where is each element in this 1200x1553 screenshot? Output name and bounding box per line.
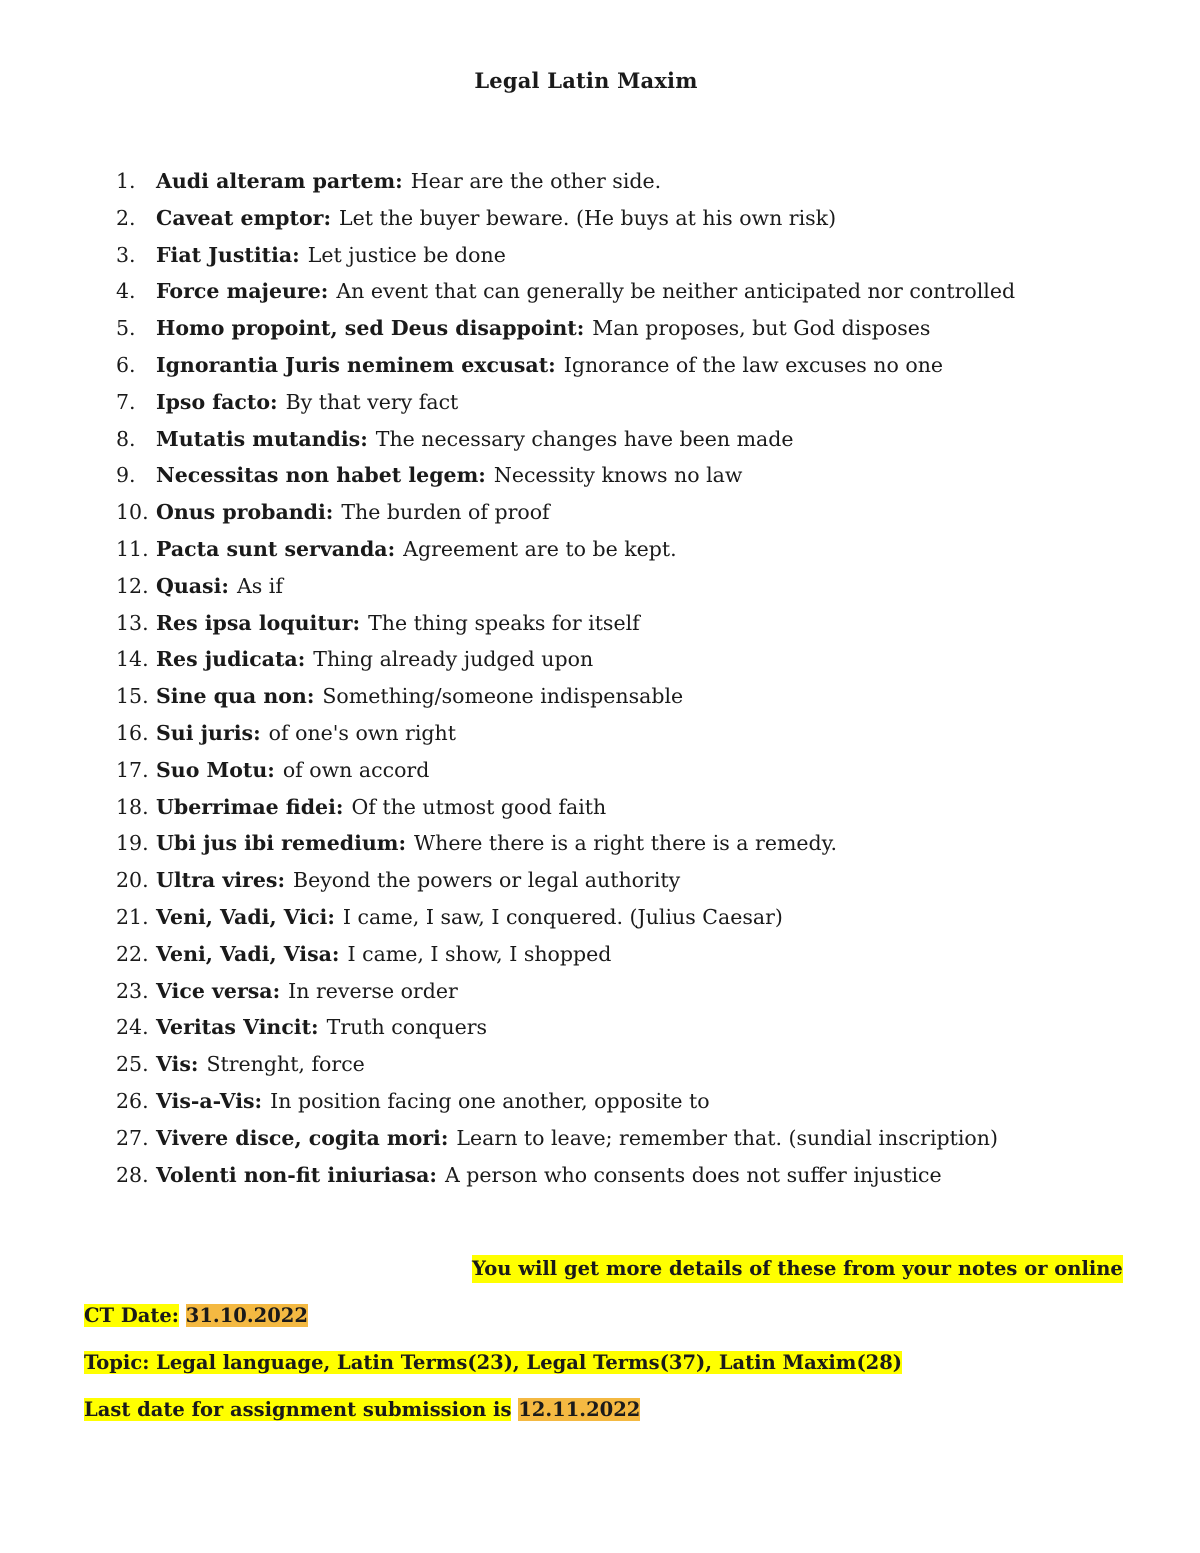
maxim-definition: of own accord xyxy=(282,757,430,782)
maxim-number: 2. xyxy=(116,205,136,230)
maxim-number: 27. xyxy=(116,1125,149,1150)
maxim-definition: By that very fact xyxy=(285,389,459,414)
maxim-term: Suo Motu: xyxy=(156,757,275,782)
list-item xyxy=(116,605,1015,642)
list-item xyxy=(116,163,1015,200)
maxim-definition: of one's own right xyxy=(268,720,456,745)
maxim-term: Pacta sunt servanda: xyxy=(156,536,396,561)
maxim-term: Vice versa: xyxy=(156,978,281,1003)
maxim-term: Volenti non-fit iniuriasa: xyxy=(156,1162,437,1187)
maxim-term: Ipso facto: xyxy=(156,389,278,414)
maxim-number: 7. xyxy=(116,389,136,414)
submission-line xyxy=(84,1396,640,1424)
maxim-definition: Strenght, force xyxy=(206,1052,365,1077)
maxim-term: Onus probandi: xyxy=(156,500,334,525)
ct-date-value: 31.10.2022 xyxy=(185,1304,308,1327)
maxim-term: Veni, Vadi, Visa: xyxy=(156,941,340,966)
maxim-term: Quasi: xyxy=(156,573,229,598)
maxim-term: Veritas Vincit: xyxy=(156,1015,319,1040)
maxim-number: 8. xyxy=(116,426,136,451)
maxim-number: 3. xyxy=(116,242,136,267)
maxim-term: Audi alteram partem: xyxy=(156,169,403,193)
maxim-number: 14. xyxy=(116,647,149,672)
maxim-term: Sine qua non: xyxy=(156,684,315,709)
maxim-term: Ubi jus ibi remedium: xyxy=(156,831,407,856)
list-item xyxy=(116,789,1015,826)
maxim-definition: Beyond the powers or legal authority xyxy=(293,868,681,893)
list-item xyxy=(116,678,1015,715)
list-item xyxy=(116,531,1015,568)
list-item xyxy=(116,862,1015,899)
ct-date-line xyxy=(84,1302,308,1330)
maxim-term: Vivere disce, cogita mori: xyxy=(156,1125,449,1150)
details-note: You will get more details of these from your notes or online xyxy=(472,1255,1123,1283)
submission-date: 12.11.2022 xyxy=(518,1398,641,1421)
list-item xyxy=(116,1083,1015,1120)
maxim-definition: I came, I saw, I conquered. (Julius Caesar) xyxy=(342,904,783,929)
maxim-definition: Man proposes, but God disposes xyxy=(592,316,931,341)
list-item xyxy=(116,973,1015,1010)
list-item xyxy=(116,347,1015,384)
list-item xyxy=(116,384,1015,421)
list-item xyxy=(116,568,1015,605)
maxim-term: Force majeure: xyxy=(156,279,329,304)
ct-date-label: CT Date: xyxy=(84,1304,179,1327)
maxim-definition: I came, I show, I shopped xyxy=(347,941,612,966)
list-item xyxy=(116,715,1015,752)
maxim-number: 1. xyxy=(116,169,136,193)
maxim-number: 24. xyxy=(116,1015,149,1040)
list-item xyxy=(116,1157,1015,1194)
maxim-definition: Where there is a right there is a remedy. xyxy=(414,831,838,856)
list-item xyxy=(116,1046,1015,1083)
maxim-number: 11. xyxy=(116,536,149,561)
maxim-number: 10. xyxy=(116,500,149,525)
maxim-definition: As if xyxy=(236,573,283,598)
maxim-list xyxy=(116,163,1015,1193)
maxim-number: 28. xyxy=(116,1162,149,1187)
maxim-definition: An event that can generally be neither anticipated nor controlled xyxy=(336,279,1016,304)
maxim-definition: The thing speaks for itself xyxy=(368,610,640,635)
list-item xyxy=(116,273,1015,310)
maxim-definition: Learn to leave; remember that. (sundial inscription) xyxy=(456,1125,998,1150)
maxim-term: Ignorantia Juris neminem excusat: xyxy=(156,352,556,377)
maxim-term: Veni, Vadi, Vici: xyxy=(156,904,335,929)
maxim-definition: Hear are the other side. xyxy=(410,169,662,193)
maxim-number: 20. xyxy=(116,868,149,893)
topic-line xyxy=(84,1349,902,1377)
page-title: Legal Latin Maxim xyxy=(474,68,698,93)
maxim-term: Fiat Justitia: xyxy=(156,242,300,267)
list-item xyxy=(116,1120,1015,1157)
list-item xyxy=(116,825,1015,862)
maxim-term: Ultra vires: xyxy=(156,868,286,893)
maxim-term: Homo propoint, sed Deus disappoint: xyxy=(156,316,585,341)
maxim-number: 19. xyxy=(116,831,149,856)
maxim-number: 12. xyxy=(116,573,149,598)
list-item xyxy=(116,310,1015,347)
maxim-term: Vis: xyxy=(156,1052,199,1077)
maxim-number: 4. xyxy=(116,279,136,304)
list-item xyxy=(116,494,1015,531)
maxim-term: Res ipsa loquitur: xyxy=(156,610,361,635)
maxim-number: 5. xyxy=(116,316,136,341)
maxim-number: 6. xyxy=(116,352,136,377)
list-item xyxy=(116,421,1015,458)
maxim-number: 22. xyxy=(116,941,149,966)
maxim-definition: The burden of proof xyxy=(341,500,550,525)
maxim-number: 25. xyxy=(116,1052,149,1077)
list-item xyxy=(116,200,1015,237)
maxim-definition: In position facing one another, opposite to xyxy=(270,1088,710,1113)
list-item xyxy=(116,457,1015,494)
maxim-number: 17. xyxy=(116,757,149,782)
topic-text: Topic: Legal language, Latin Terms(23), Legal Terms(37), Latin Maxim(28) xyxy=(84,1351,903,1374)
maxim-definition: In reverse order xyxy=(288,978,458,1003)
maxim-definition: Necessity knows no law xyxy=(493,463,743,488)
maxim-definition: Something/someone indispensable xyxy=(322,684,684,709)
maxim-definition: Agreement are to be kept. xyxy=(403,536,677,561)
maxim-number: 18. xyxy=(116,794,149,819)
maxim-definition: Thing already judged upon xyxy=(313,647,594,672)
maxim-number: 26. xyxy=(116,1088,149,1113)
maxim-number: 23. xyxy=(116,978,149,1003)
submission-label: Last date for assignment submission is xyxy=(84,1398,512,1421)
list-item xyxy=(116,237,1015,274)
maxim-number: 9. xyxy=(116,463,136,488)
maxim-definition: Ignorance of the law excuses no one xyxy=(563,352,944,377)
maxim-number: 15. xyxy=(116,684,149,709)
list-item xyxy=(116,752,1015,789)
maxim-term: Res judicata: xyxy=(156,647,306,672)
maxim-number: 21. xyxy=(116,904,149,929)
maxim-number: 16. xyxy=(116,720,149,745)
maxim-definition: Let the buyer beware. (He buys at his own risk) xyxy=(339,205,837,230)
maxim-definition: Truth conquers xyxy=(326,1015,488,1040)
maxim-term: Mutatis mutandis: xyxy=(156,426,368,451)
maxim-number: 13. xyxy=(116,610,149,635)
maxim-term: Vis-a-Vis: xyxy=(156,1088,263,1113)
maxim-term: Uberrimae fidei: xyxy=(156,794,344,819)
maxim-term: Necessitas non habet legem: xyxy=(156,463,486,488)
maxim-term: Caveat emptor: xyxy=(156,205,332,230)
list-item xyxy=(116,641,1015,678)
list-item xyxy=(116,899,1015,936)
maxim-term: Sui juris: xyxy=(156,720,261,745)
maxim-definition: A person who consents does not suffer injustice xyxy=(444,1162,942,1187)
list-item xyxy=(116,1009,1015,1046)
maxim-definition: Let justice be done xyxy=(307,242,506,267)
maxim-definition: Of the utmost good faith xyxy=(351,794,607,819)
maxim-definition: The necessary changes have been made xyxy=(375,426,794,451)
list-item xyxy=(116,936,1015,973)
